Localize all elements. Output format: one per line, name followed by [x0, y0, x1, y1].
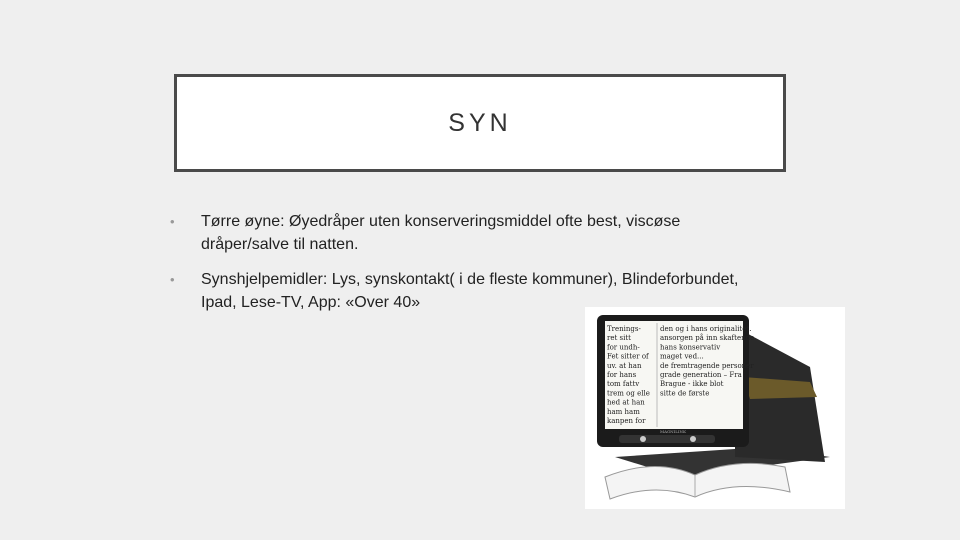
screen-text-line: Fet sitter of [607, 352, 649, 361]
screen-text-line: hans konservativ [660, 343, 721, 352]
bullet-marker: • [170, 272, 175, 287]
screen-text-line: den og i hans originalitet. [660, 325, 752, 333]
title-box [174, 74, 786, 172]
bullet-text: Tørre øyne: Øyedråper uten konserveringsmiddel ofte best, viscøse dråper/salve til natten. [201, 213, 681, 253]
screen-text-line: for undh- [607, 343, 640, 352]
screen-text-line: sitte de første [660, 389, 710, 398]
control-bar [619, 435, 715, 443]
screen-text-line: kanpen for [607, 417, 646, 425]
screen-text-line: trem og elle [607, 389, 650, 398]
screen-text-line: Trenings- [607, 325, 641, 333]
bullet-item [170, 210, 770, 256]
screen-text-line: Brague - ikke blot [660, 380, 724, 389]
screen-text-line: maget ved... [660, 352, 704, 361]
screen-text-line: de fremtragende personer [660, 361, 754, 370]
bullet-text: Synshjelpemidler: Lys, synskontakt( i de fleste kommuner), Blindeforbundet, Ipad, Lese-TV, App: «Over 40» [201, 271, 739, 311]
screen-text-line: ret sitt [607, 334, 631, 343]
slide-title: SYN [448, 108, 512, 137]
brand-label: MAGNILINK [660, 429, 686, 434]
video-magnifier-icon [585, 307, 845, 509]
screen-text-line: hed at han [607, 398, 645, 407]
screen-text-line: tom fattv [607, 380, 640, 389]
control-button [640, 436, 646, 442]
video-magnifier-image [585, 307, 845, 509]
screen-text-line: for hans [607, 371, 637, 379]
screen-text-line: ham ham [607, 407, 640, 416]
screen-text-line: uv. at han [607, 361, 642, 370]
screen-text-line: grade generation – Fra [660, 371, 742, 379]
control-button [690, 436, 696, 442]
bullet-marker: • [170, 214, 175, 229]
screen-text-line: ansorgen på inn skaftende [660, 334, 755, 343]
